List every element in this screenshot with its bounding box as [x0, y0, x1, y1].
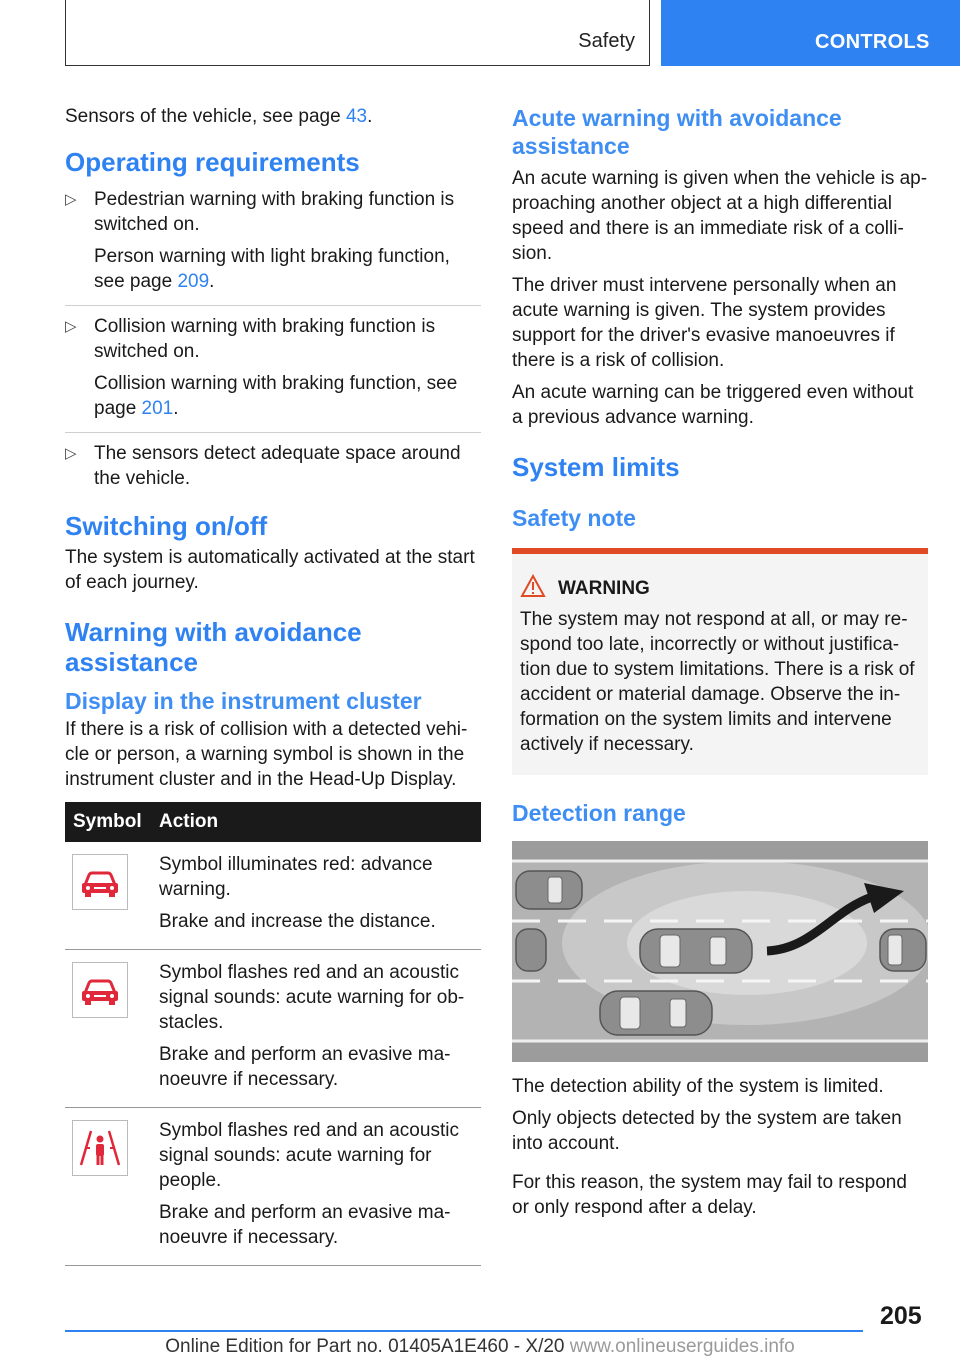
page-link-201[interactable]: 201	[141, 398, 174, 419]
warning-label: WARNING	[558, 576, 920, 601]
switching-text: The system is automatically activated at the start of each journey.	[65, 547, 475, 593]
header-section-box	[65, 0, 650, 66]
right-column	[512, 104, 928, 1227]
safety-note-heading: Safety note	[512, 505, 636, 531]
acute-warning-text-3: An acute warning can be triggered even without a previous advance warning.	[512, 382, 914, 428]
page-link-209[interactable]: 209	[177, 271, 210, 292]
switching-heading: Switching on/off	[65, 511, 268, 541]
header-chapter-title: CONTROLS	[815, 31, 930, 53]
symbol-column-header: Symbol	[65, 802, 159, 842]
footer-watermark: www.onlineuserguides.info	[569, 1336, 795, 1357]
intro-text: Sensors of the vehicle, see page 43.	[65, 106, 373, 127]
acute-warning-text-1: An acute warning is given when the vehicle is ap-proaching another object at a high differential speed and there is an immediate risk of a colli-sion.	[512, 168, 928, 264]
detection-range-illustration	[512, 841, 928, 1062]
detection-text-1: The detection ability of the system is limited.	[512, 1076, 884, 1097]
list-item: ▷ The sensors detect adequate space around the vehicle.	[65, 443, 461, 489]
detection-text-2: Only objects detected by the system are taken into account.	[512, 1108, 902, 1154]
triangle-bullet-icon: ▷	[65, 191, 77, 208]
detection-text-3: For this reason, the system may fail to respond or only respond after a delay.	[512, 1172, 907, 1218]
person-warning-icon	[72, 1120, 128, 1176]
left-column	[65, 104, 481, 1266]
table-row: Symbol flashes red and an acoustic signal sounds: acute warning for ob-stacles. Brake and perform an evasive ma-noeuvre if necessary.	[65, 950, 481, 1108]
acute-warning-text-2: The driver must intervene personally when an acute warning is given. The system provides support for the driver's evasive manoeuvres if there is a risk of collision.	[512, 275, 897, 371]
table-row: Symbol flashes red and an acoustic signal sounds: acute warning for people. Brake and perform an evasive ma-noeuvre if necessary.	[65, 1108, 481, 1266]
warning-avoidance-heading: Warning with avoidance assistance	[65, 617, 362, 677]
display-cluster-text: If there is a risk of collision with a detected vehi-cle or person, a warning symbol is shown in the instrument cluster and in the Head-Up Display.	[65, 719, 468, 790]
warning-triangle-icon	[520, 574, 546, 598]
operating-requirements-heading: Operating requirements	[65, 147, 360, 177]
list-item: ▷ Pedestrian warning with braking function is switched on. Person warning with light braking function, see page 209.	[65, 187, 481, 306]
symbol-table	[65, 802, 481, 1266]
page-number: 205	[880, 1302, 922, 1330]
car-warning-icon	[72, 854, 128, 910]
detection-range-heading: Detection range	[512, 800, 686, 826]
warning-text: The system may not respond at all, or may re-spond too late, incorrectly or without justifica-tion due to system limitations. There is a risk of accident or material damage. Observe the in-formation on the system limits and intervene actively if necessary.	[520, 609, 915, 755]
warning-box	[512, 548, 928, 775]
display-cluster-heading: Display in the instrument cluster	[65, 688, 422, 714]
operating-requirements-list	[65, 187, 481, 491]
car-warning-icon	[72, 962, 128, 1018]
triangle-bullet-icon: ▷	[65, 318, 77, 335]
table-row: Symbol illuminates red: advance warning. Brake and increase the distance.	[65, 842, 481, 950]
list-item: ▷ Collision warning with braking function is switched on. Collision warning with braking function, see page 201.	[65, 314, 481, 433]
action-column-header: Action	[159, 802, 481, 842]
footer-divider	[65, 1330, 863, 1332]
page-link-43[interactable]: 43	[345, 106, 368, 127]
header-chapter-tab[interactable]	[661, 0, 960, 66]
triangle-bullet-icon: ▷	[65, 445, 77, 462]
system-limits-heading: System limits	[512, 452, 680, 482]
footer-text: Online Edition for Part no. 01405A1E460 - X/20 www.onlineuserguides.info	[165, 1336, 795, 1357]
header-section-title: Safety	[578, 30, 635, 52]
acute-warning-heading: Acute warning with avoidance assistance	[512, 105, 842, 159]
